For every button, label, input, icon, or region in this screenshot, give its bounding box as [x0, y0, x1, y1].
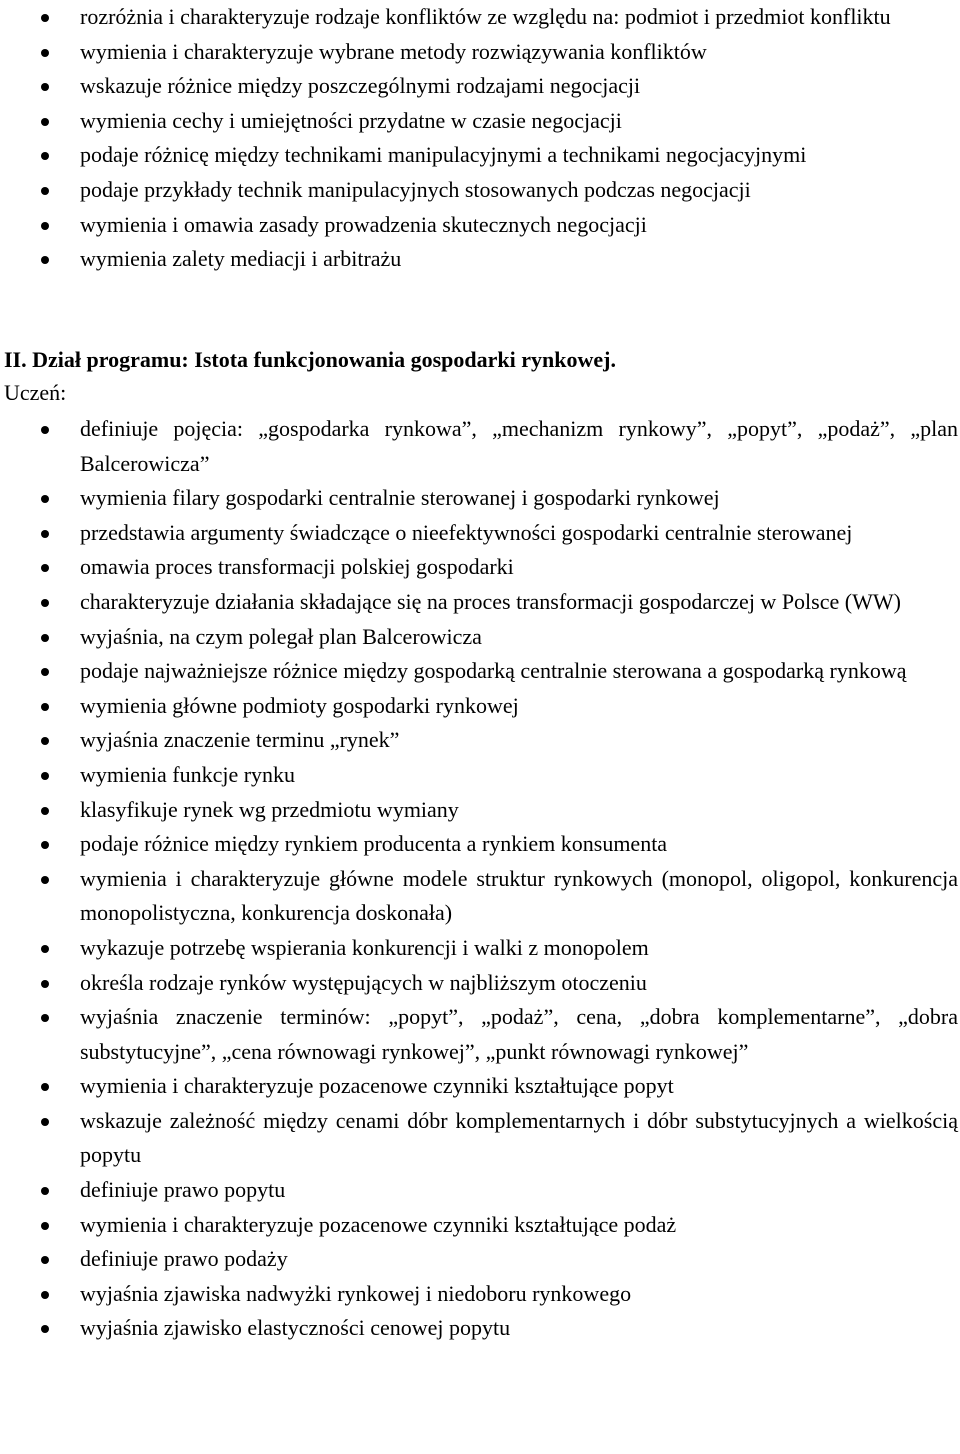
list-item-text: rozróżnia i charakteryzuje rodzaje konfliktów ze względu na: podmiot i przedmiot konfliktu [80, 4, 891, 29]
bullet-icon [41, 256, 49, 264]
bullet-icon [41, 530, 49, 538]
bullet-icon [41, 668, 49, 676]
list-item-text: wymienia i charakteryzuje pozacenowe czynniki kształtujące popyt [80, 1073, 674, 1099]
list-item-text: wymienia i charakteryzuje główne modele struktur rynkowych (monopol, oligopol, konkurencja monopolistyczna, konkurencja doskonała) [80, 865, 958, 926]
list-item-text: wymienia funkcje rynku [80, 761, 296, 787]
bullet-icon [41, 14, 49, 22]
list-item-text: podaje przykłady technik manipulacyjnych stosowanych podczas negocjacji [80, 176, 751, 202]
objectives-list-continued [0, 0, 960, 277]
list-item-text: wykazuje potrzebę wspierania konkurencji i walki z monopolem [80, 934, 649, 960]
bullet-icon [41, 152, 49, 160]
bullet-icon [41, 599, 49, 607]
bullet-icon [41, 703, 49, 711]
bullet-icon [41, 876, 49, 884]
list-item [0, 208, 960, 243]
bullet-icon [41, 49, 49, 57]
list-item [0, 1000, 960, 1069]
list-item [0, 69, 960, 104]
bullet-icon [41, 495, 49, 503]
bullet-icon [41, 980, 49, 988]
list-item [0, 827, 960, 862]
list-item-text: definiuje pojęcia: „gospodarka rynkowa”, „mechanizm rynkowy”, „popyt”, „podaż”, „plan Balcerowicza” [80, 416, 958, 476]
list-item [0, 1173, 960, 1208]
list-item-text: definiuje prawo popytu [80, 1177, 286, 1203]
list-item [0, 35, 960, 70]
bullet-icon [41, 807, 49, 815]
list-item-text: podaje różnicę między technikami manipulacyjnymi a technikami negocjacyjnymi [80, 142, 807, 168]
list-item [0, 1242, 960, 1277]
list-item-text: wymienia cechy i umiejętności przydatne w czasie negocjacji [80, 107, 622, 133]
list-item-text: wymienia i charakteryzuje wybrane metody rozwiązywania konfliktów [80, 38, 707, 64]
list-item [0, 242, 960, 277]
bullet-icon [41, 83, 49, 91]
bullet-icon [41, 737, 49, 745]
list-item [0, 723, 960, 758]
bullet-icon [41, 118, 49, 126]
list-item [0, 1277, 960, 1312]
list-item [0, 689, 960, 724]
student-label: Uczeń: [4, 380, 67, 405]
bullet-icon [41, 841, 49, 849]
list-item-text: klasyfikuje rynek wg przedmiotu wymiany [80, 796, 459, 822]
list-item-text: podaje najważniejsze różnice między gospodarką centralnie sterowana a gospodarką rynkową [80, 658, 907, 684]
list-item-text: podaje różnice między rynkiem producenta a rynkiem konsumenta [80, 831, 668, 857]
bullet-icon [41, 222, 49, 230]
list-item [0, 550, 960, 585]
list-item [0, 0, 960, 35]
list-item [0, 104, 960, 139]
list-item [0, 758, 960, 793]
list-item-text: charakteryzuje działania składające się na proces transformacji gospodarczej w Polsce (WW) [80, 588, 901, 614]
list-item [0, 620, 960, 655]
list-item-text: wskazuje zależność między cenami dóbr komplementarnych i dóbr substytucyjnych a wielkością popytu [80, 1107, 958, 1168]
list-item-text: wymienia i charakteryzuje pozacenowe czynniki kształtujące podaż [80, 1211, 677, 1237]
list-item-text: wyjaśnia znaczenie terminu „rynek” [80, 727, 400, 753]
list-item [0, 516, 960, 551]
section-objectives-list [0, 412, 960, 1346]
list-item [0, 1069, 960, 1104]
list-item [0, 654, 960, 689]
list-item-text: wyjaśnia zjawisko elastyczności cenowej popytu [80, 1315, 511, 1341]
bullet-icon [41, 1014, 49, 1022]
list-item-text: określa rodzaje rynków występujących w najbliższym otoczeniu [80, 969, 647, 995]
bullet-icon [41, 564, 49, 572]
bullet-icon [41, 1325, 49, 1333]
list-item [0, 862, 960, 931]
list-item [0, 1311, 960, 1346]
bullet-icon [41, 1187, 49, 1195]
bullet-icon [41, 945, 49, 953]
list-item-text: definiuje prawo podaży [80, 1246, 288, 1272]
list-item-text: wyjaśnia zjawiska nadwyżki rynkowej i niedoboru rynkowego [80, 1280, 632, 1306]
bullet-icon [41, 772, 49, 780]
bullet-icon [41, 1222, 49, 1230]
list-item [0, 138, 960, 173]
bullet-icon [41, 1256, 49, 1264]
list-item [0, 1104, 960, 1173]
bullet-icon [41, 1118, 49, 1126]
list-item-text: wymienia filary gospodarki centralnie sterowanej i gospodarki rynkowej [80, 485, 720, 511]
list-item [0, 793, 960, 828]
list-item [0, 931, 960, 966]
list-item [0, 966, 960, 1001]
list-item-text: wymienia zalety mediacji i arbitrażu [80, 246, 402, 272]
bullet-icon [41, 1083, 49, 1091]
bullet-icon [41, 634, 49, 642]
list-item [0, 585, 960, 620]
list-item-text: wymienia i omawia zasady prowadzenia skutecznych negocjacji [80, 211, 647, 237]
bullet-icon [41, 426, 49, 434]
list-item [0, 481, 960, 516]
list-item-text: wyjaśnia znaczenie terminów: „popyt”, „podaż”, cena, „dobra komplementarne”, „dobra substytucyjne”, „cena równowagi rynkowej”, „punkt równowagi rynkowej” [80, 1004, 958, 1064]
bullet-icon [41, 187, 49, 195]
list-item-text: wskazuje różnice między poszczególnymi rodzajami negocjacji [80, 73, 641, 99]
list-item-text: wyjaśnia, na czym polegał plan Balcerowicza [80, 623, 482, 649]
list-item [0, 1208, 960, 1243]
list-item [0, 412, 960, 481]
list-item [0, 173, 960, 208]
list-item-text: wymienia główne podmioty gospodarki rynkowej [80, 692, 519, 718]
list-item-text: przedstawia argumenty świadczące o nieefektywności gospodarki centralnie sterowanej [80, 519, 853, 545]
bullet-icon [41, 1291, 49, 1299]
section-heading: II. Dział programu: Istota funkcjonowania gospodarki rynkowej. [4, 347, 616, 372]
list-item-text: omawia proces transformacji polskiej gospodarki [80, 554, 514, 580]
